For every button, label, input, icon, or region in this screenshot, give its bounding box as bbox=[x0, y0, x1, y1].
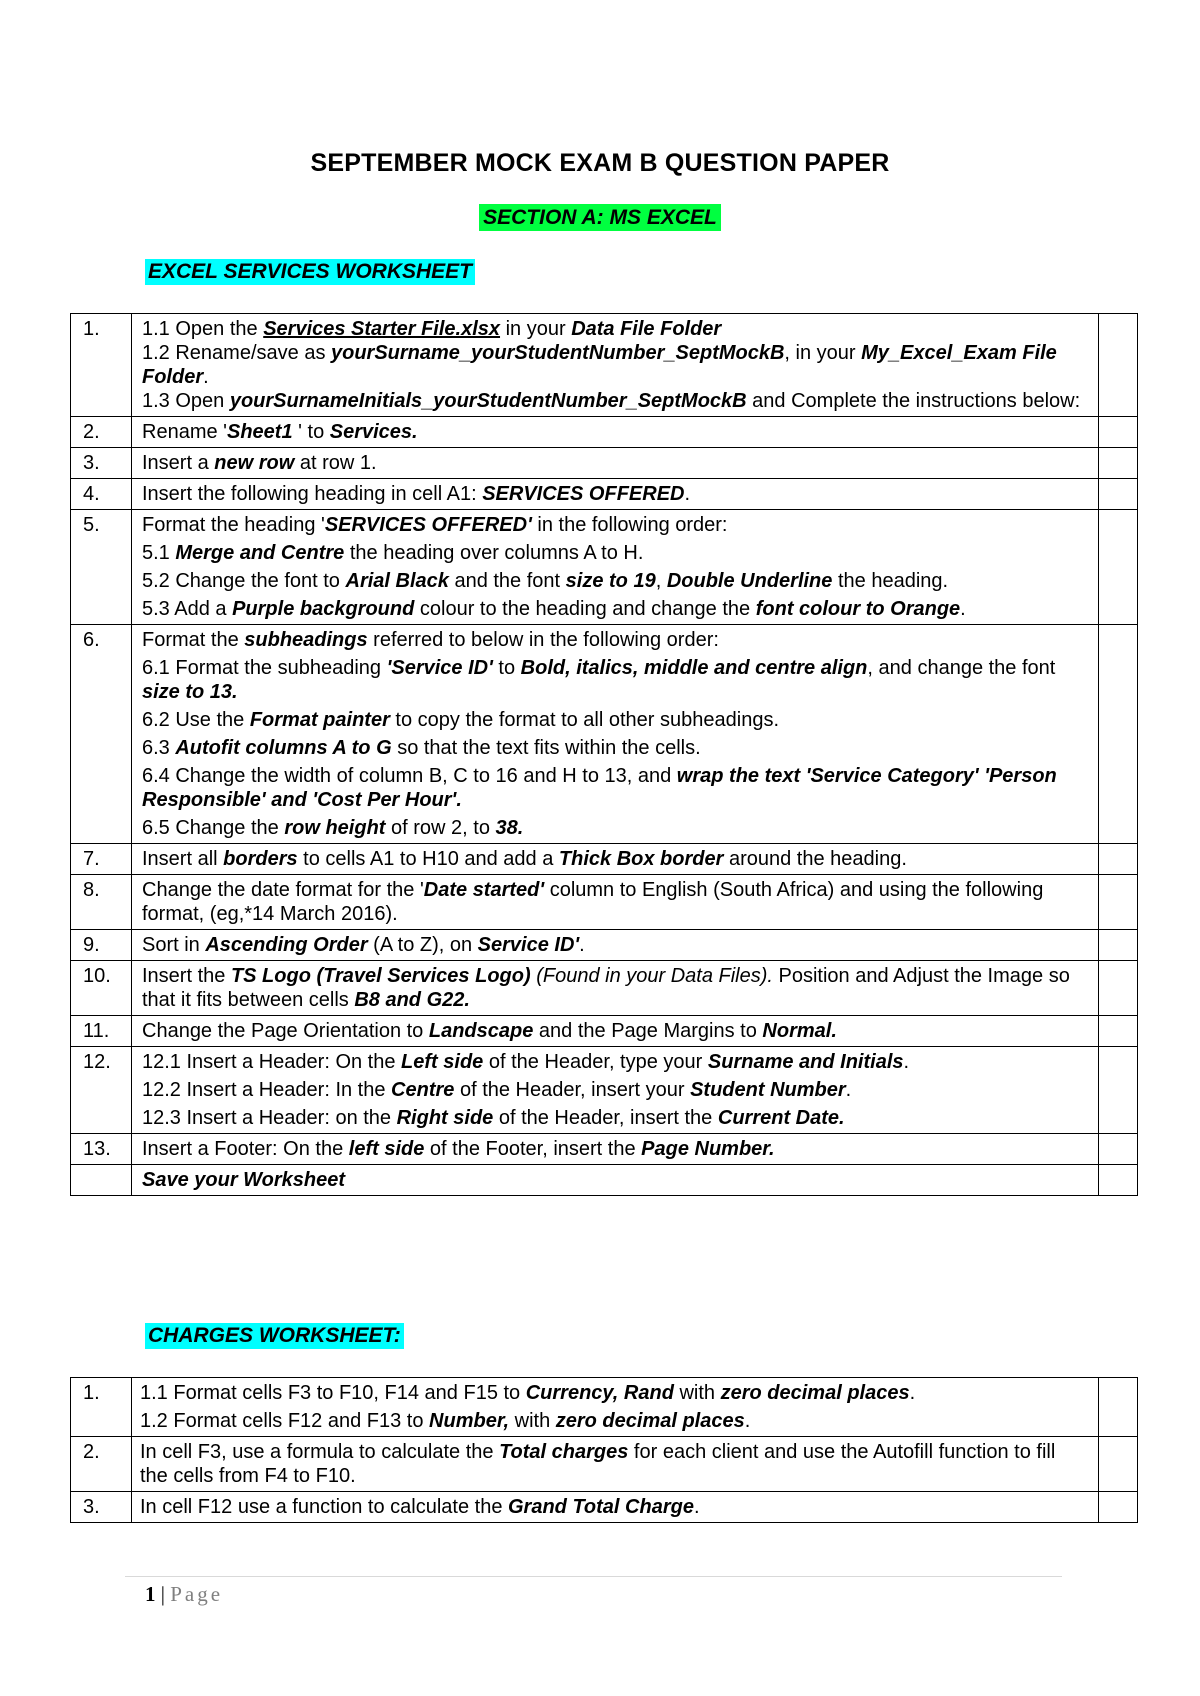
question-text bbox=[132, 844, 1099, 875]
plain-text: colour to the heading and change the bbox=[414, 598, 756, 620]
emphasis-text: Current Date. bbox=[717, 1107, 845, 1129]
emphasis-text: size to 19 bbox=[565, 570, 656, 592]
mark-box bbox=[1099, 1047, 1138, 1134]
charges-instructions-table bbox=[70, 1377, 1138, 1523]
emphasis-text: Arial Black bbox=[345, 570, 449, 592]
instruction-line bbox=[142, 933, 1088, 957]
question-text bbox=[132, 1437, 1099, 1492]
question-number: 6. bbox=[71, 625, 132, 844]
emphasis-text: Total charges bbox=[499, 1441, 629, 1463]
table-row bbox=[71, 1437, 1138, 1492]
plain-text: Insert all bbox=[142, 848, 224, 870]
emphasis-text: Services. bbox=[329, 421, 418, 443]
instruction-line bbox=[142, 482, 1088, 506]
question-number bbox=[71, 1165, 132, 1196]
table-row bbox=[71, 1134, 1138, 1165]
instruction-line bbox=[142, 964, 1088, 1012]
plain-text: Format the heading ' bbox=[142, 514, 325, 536]
emphasis-text: yourSurnameInitials_yourStudentNumber_SeptMockB bbox=[229, 390, 747, 412]
plain-text: . bbox=[203, 366, 209, 388]
question-text bbox=[132, 314, 1099, 417]
emphasis-text: (Found in your Data Files). bbox=[536, 965, 773, 987]
question-text bbox=[132, 1016, 1099, 1047]
services-instructions-table bbox=[70, 313, 1138, 1196]
emphasis-text: Purple background bbox=[232, 598, 415, 620]
plain-text: Insert the bbox=[142, 965, 231, 987]
plain-text: in the following order: bbox=[531, 514, 728, 536]
plain-text: 6.3 bbox=[142, 737, 176, 759]
emphasis-text: font colour to Orange bbox=[755, 598, 961, 620]
emphasis-text: Surname and Initials bbox=[707, 1051, 904, 1073]
table-row bbox=[71, 844, 1138, 875]
table-row bbox=[71, 1378, 1138, 1437]
plain-text: around the heading. bbox=[723, 848, 907, 870]
instruction-line bbox=[142, 1019, 1088, 1043]
emphasis-text: Save your Worksheet bbox=[142, 1169, 346, 1191]
mark-box bbox=[1099, 1492, 1138, 1523]
plain-text: in your bbox=[500, 318, 572, 340]
emphasis-text: left side bbox=[348, 1138, 425, 1160]
plain-text: 6.5 Change the bbox=[142, 817, 285, 839]
table-row bbox=[71, 930, 1138, 961]
instruction-line bbox=[142, 656, 1088, 704]
emphasis-text: 38. bbox=[495, 817, 524, 839]
instruction-line bbox=[140, 1381, 1088, 1405]
instruction-line bbox=[142, 341, 1088, 389]
plain-text: to bbox=[492, 657, 521, 679]
emphasis-text: Number, bbox=[429, 1410, 510, 1432]
plain-text: 12.1 Insert a Header: On the bbox=[142, 1051, 402, 1073]
table-row bbox=[71, 314, 1138, 417]
emphasis-text: Thick Box border bbox=[558, 848, 724, 870]
emphasis-text: zero decimal places bbox=[720, 1382, 910, 1404]
table-row bbox=[71, 510, 1138, 625]
page-footer bbox=[145, 1582, 223, 1607]
question-text bbox=[132, 1134, 1099, 1165]
question-text bbox=[132, 1165, 1099, 1196]
mark-box bbox=[1099, 448, 1138, 479]
emphasis-text: Normal. bbox=[762, 1020, 837, 1042]
mark-box bbox=[1099, 1378, 1138, 1437]
question-text bbox=[132, 479, 1099, 510]
instruction-line bbox=[140, 1409, 1088, 1433]
question-number: 3. bbox=[71, 1492, 132, 1523]
plain-text: . bbox=[903, 1051, 910, 1073]
emphasis-text: Autofit columns A to G bbox=[175, 737, 392, 759]
emphasis-text: Sheet1 bbox=[226, 421, 293, 443]
emphasis-text: Format painter bbox=[249, 709, 390, 731]
plain-text: 6.4 Change the width of column B, C to 16 and H to 13, and bbox=[142, 765, 677, 787]
emphasis-text: size to 13. bbox=[142, 681, 238, 703]
emphasis-text: Currency, Rand bbox=[525, 1382, 674, 1404]
plain-text: . bbox=[960, 598, 966, 620]
instruction-line bbox=[142, 1078, 1088, 1102]
emphasis-text: Ascending Order bbox=[205, 934, 368, 956]
emphasis-text: B8 and G22. bbox=[354, 989, 470, 1011]
plain-text: so that the text fits within the cells. bbox=[391, 737, 701, 759]
section-heading bbox=[0, 206, 1200, 230]
plain-text: 5.3 Add a bbox=[142, 598, 233, 620]
mark-box bbox=[1099, 1134, 1138, 1165]
emphasis-text: Left side bbox=[401, 1051, 484, 1073]
question-number: 3. bbox=[71, 448, 132, 479]
plain-text: 1.3 Open bbox=[142, 390, 230, 412]
question-number: 12. bbox=[71, 1047, 132, 1134]
table-row bbox=[71, 1165, 1138, 1196]
question-text bbox=[132, 448, 1099, 479]
plain-text: with bbox=[673, 1382, 721, 1404]
plain-text: ' to bbox=[292, 421, 330, 443]
plain-text: , in your bbox=[784, 342, 862, 364]
emphasis-text: Student Number bbox=[690, 1079, 846, 1101]
plain-text: . bbox=[693, 1496, 700, 1518]
plain-text: column to English (South Africa) and using the following format, (eg,*14 March 2016). bbox=[142, 879, 1044, 925]
instruction-line bbox=[142, 736, 1088, 760]
footer-separator: | bbox=[155, 1582, 171, 1606]
question-number: 1. bbox=[71, 1378, 132, 1437]
plain-text: of the Header, insert the bbox=[493, 1107, 718, 1129]
emphasis-text: wrap the text 'Service Category' 'Person Responsible' and 'Cost Per Hour'. bbox=[142, 765, 1057, 811]
question-number: 7. bbox=[71, 844, 132, 875]
emphasis-text: Centre bbox=[391, 1079, 455, 1101]
plain-text: referred to below in the following order: bbox=[367, 629, 719, 651]
emphasis-text: Right side bbox=[396, 1107, 494, 1129]
plain-text: , and change the font bbox=[867, 657, 1056, 679]
charges-worksheet-heading: CHARGES WORKSHEET: bbox=[145, 1323, 404, 1349]
instruction-line bbox=[142, 389, 1088, 413]
plain-text: of the Header, type your bbox=[483, 1051, 708, 1073]
footer-divider bbox=[125, 1576, 1062, 1577]
plain-text: Change the date format for the ' bbox=[142, 879, 424, 901]
plain-text: In cell F3, use a formula to calculate the bbox=[140, 1441, 500, 1463]
mark-box bbox=[1099, 875, 1138, 930]
plain-text: 12.2 Insert a Header: In the bbox=[142, 1079, 392, 1101]
emphasis-text: Bold, italics, middle and centre align bbox=[520, 657, 868, 679]
emphasis-text: Data File Folder bbox=[571, 318, 722, 340]
plain-text: Insert a bbox=[142, 452, 215, 474]
question-text bbox=[132, 625, 1099, 844]
page-number: 1 bbox=[145, 1582, 156, 1606]
plain-text: to copy the format to all other subheadings. bbox=[389, 709, 779, 731]
mark-box bbox=[1099, 1016, 1138, 1047]
instruction-line bbox=[142, 317, 1088, 341]
question-number: 2. bbox=[71, 1437, 132, 1492]
question-number: 9. bbox=[71, 930, 132, 961]
emphasis-text: Landscape bbox=[428, 1020, 534, 1042]
emphasis-text: new row bbox=[214, 452, 295, 474]
page-word: Page bbox=[170, 1582, 224, 1606]
mark-box bbox=[1099, 844, 1138, 875]
plain-text: Format the bbox=[142, 629, 245, 651]
emphasis-text: borders bbox=[223, 848, 298, 870]
plain-text: Sort in bbox=[142, 934, 206, 956]
plain-text: . bbox=[845, 1079, 852, 1101]
plain-text: and the Page Margins to bbox=[533, 1020, 763, 1042]
table-row bbox=[71, 1492, 1138, 1523]
plain-text: (A to Z), on bbox=[367, 934, 478, 956]
question-number: 11. bbox=[71, 1016, 132, 1047]
plain-text: 5.2 Change the font to bbox=[142, 570, 346, 592]
plain-text: 1.1 Open the bbox=[142, 318, 264, 340]
emphasis-text: row height bbox=[284, 817, 386, 839]
plain-text: 1.2 Format cells F12 and F13 to bbox=[140, 1410, 430, 1432]
mark-box bbox=[1099, 1165, 1138, 1196]
plain-text: 1.1 Format cells F3 to F10, F14 and F15 to bbox=[140, 1382, 526, 1404]
instruction-line bbox=[140, 1440, 1088, 1488]
emphasis-text: 'Service ID' bbox=[386, 657, 493, 679]
instruction-line bbox=[142, 569, 1088, 593]
question-text bbox=[132, 417, 1099, 448]
instruction-line bbox=[142, 1050, 1088, 1074]
mark-box bbox=[1099, 625, 1138, 844]
question-number: 8. bbox=[71, 875, 132, 930]
instruction-line bbox=[142, 541, 1088, 565]
table-row bbox=[71, 625, 1138, 844]
plain-text: Rename ' bbox=[142, 421, 227, 443]
emphasis-text: yourSurname_yourStudentNumber_SeptMockB bbox=[331, 342, 785, 364]
instruction-line bbox=[142, 847, 1088, 871]
plain-text: . bbox=[744, 1410, 751, 1432]
instruction-line bbox=[142, 628, 1088, 652]
instruction-line bbox=[140, 1495, 1088, 1519]
page-title: SEPTEMBER MOCK EXAM B QUESTION PAPER bbox=[310, 149, 890, 177]
plain-text: for each client and use the Autofill function to fill the cells from F4 to F10. bbox=[140, 1441, 1056, 1487]
question-text bbox=[132, 930, 1099, 961]
emphasis-text: zero decimal places bbox=[555, 1410, 745, 1432]
emphasis-text: TS Logo (Travel Services Logo) bbox=[230, 965, 531, 987]
plain-text: and Complete the instructions below: bbox=[746, 390, 1081, 412]
emphasis-text: Date started' bbox=[423, 879, 545, 901]
section-a-label: SECTION A: MS EXCEL bbox=[479, 204, 721, 231]
plain-text: at row 1. bbox=[294, 452, 377, 474]
plain-text: . bbox=[684, 483, 691, 505]
question-text bbox=[132, 510, 1099, 625]
mark-box bbox=[1099, 417, 1138, 448]
question-text bbox=[132, 1492, 1099, 1523]
services-worksheet-heading: EXCEL SERVICES WORKSHEET bbox=[145, 259, 475, 285]
instruction-line bbox=[142, 1106, 1088, 1130]
question-text bbox=[132, 875, 1099, 930]
emphasis-text: SERVICES OFFERED' bbox=[324, 514, 532, 536]
question-number: 2. bbox=[71, 417, 132, 448]
table-row bbox=[71, 875, 1138, 930]
plain-text: 5.1 bbox=[142, 542, 176, 564]
plain-text: with bbox=[509, 1410, 556, 1432]
plain-text: 12.3 Insert a Header: on the bbox=[142, 1107, 397, 1129]
plain-text: the heading over columns A to H. bbox=[344, 542, 644, 564]
instruction-line bbox=[142, 878, 1088, 926]
plain-text: 1.2 Rename/save as bbox=[142, 342, 331, 364]
question-number: 1. bbox=[71, 314, 132, 417]
instruction-line bbox=[142, 513, 1088, 537]
question-number: 10. bbox=[71, 961, 132, 1016]
plain-text: of the Footer, insert the bbox=[424, 1138, 642, 1160]
instruction-line bbox=[142, 1137, 1088, 1161]
plain-text: In cell F12 use a function to calculate the bbox=[140, 1496, 508, 1518]
plain-text: Position and Adjust the Image so that it fits between cells bbox=[142, 965, 1070, 1011]
mark-box bbox=[1099, 314, 1138, 417]
mark-box bbox=[1099, 1437, 1138, 1492]
table-row bbox=[71, 1016, 1138, 1047]
instruction-line bbox=[142, 816, 1088, 840]
mark-box bbox=[1099, 961, 1138, 1016]
question-number: 5. bbox=[71, 510, 132, 625]
plain-text: of the Header, insert your bbox=[454, 1079, 691, 1101]
table-row bbox=[71, 1047, 1138, 1134]
table-row bbox=[71, 448, 1138, 479]
plain-text: Change the Page Orientation to bbox=[142, 1020, 429, 1042]
question-text bbox=[132, 1378, 1099, 1437]
emphasis-text: Merge and Centre bbox=[175, 542, 345, 564]
instruction-line bbox=[142, 1168, 1088, 1192]
emphasis-text: Page Number. bbox=[641, 1138, 775, 1160]
instruction-line bbox=[142, 597, 1088, 621]
emphasis-text: Services Starter File.xlsx bbox=[263, 318, 501, 340]
plain-text: Insert the following heading in cell A1: bbox=[142, 483, 483, 505]
table-row bbox=[71, 479, 1138, 510]
emphasis-text: Service ID' bbox=[477, 934, 580, 956]
instruction-line bbox=[142, 451, 1088, 475]
plain-text: , bbox=[655, 570, 667, 592]
question-number: 4. bbox=[71, 479, 132, 510]
plain-text: and the font bbox=[448, 570, 566, 592]
emphasis-text: SERVICES OFFERED bbox=[482, 483, 685, 505]
question-text bbox=[132, 1047, 1099, 1134]
plain-text: . bbox=[579, 934, 585, 956]
table-row bbox=[71, 961, 1138, 1016]
plain-text: the heading. bbox=[832, 570, 949, 592]
plain-text: Insert a Footer: On the bbox=[142, 1138, 349, 1160]
table-row bbox=[71, 417, 1138, 448]
mark-box bbox=[1099, 479, 1138, 510]
instruction-line bbox=[142, 420, 1088, 444]
mark-box bbox=[1099, 930, 1138, 961]
plain-text: 6.1 Format the subheading bbox=[142, 657, 387, 679]
plain-text: of row 2, to bbox=[385, 817, 496, 839]
emphasis-text: My_Excel_Exam File Folder bbox=[142, 342, 1057, 388]
plain-text: 6.2 Use the bbox=[142, 709, 250, 731]
plain-text: . bbox=[909, 1382, 916, 1404]
emphasis-text: subheadings bbox=[244, 629, 368, 651]
mark-box bbox=[1099, 510, 1138, 625]
plain-text: to cells A1 to H10 and add a bbox=[297, 848, 559, 870]
question-text bbox=[132, 961, 1099, 1016]
emphasis-text: Grand Total Charge bbox=[508, 1496, 694, 1518]
question-number: 13. bbox=[71, 1134, 132, 1165]
instruction-line bbox=[142, 708, 1088, 732]
instruction-line bbox=[142, 764, 1088, 812]
emphasis-text: Double Underline bbox=[666, 570, 833, 592]
